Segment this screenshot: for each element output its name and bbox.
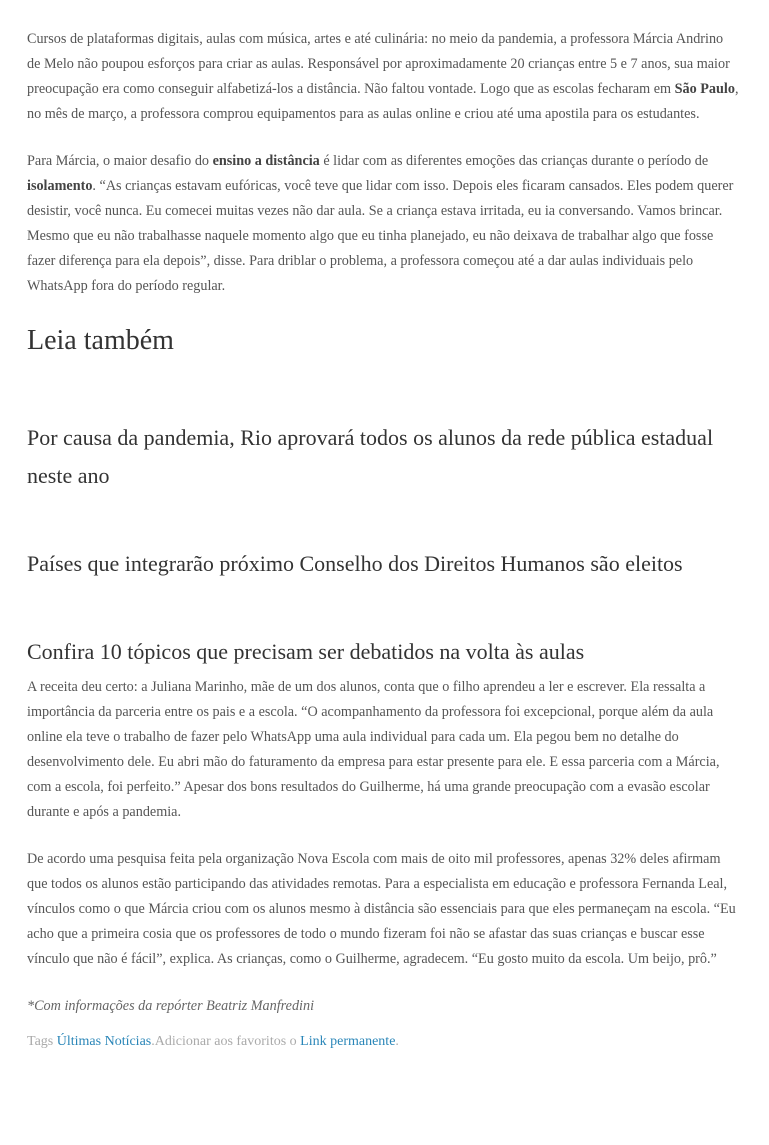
paragraph-challenge <box>27 149 739 299</box>
post-footer <box>27 1034 739 1050</box>
related-title: Leia também <box>27 325 174 356</box>
bold-ensino: ensino a distância <box>212 153 320 169</box>
text: , no mês de março, a professora comprou equipamentos para as aulas online e criou até uma apostila para os estudantes. <box>27 81 739 122</box>
related-link[interactable]: Países que integrarão próximo Conselho dos Direitos Humanos são eleitos <box>27 551 683 576</box>
text: . “As crianças estavam eufóricas, você teve que lidar com isso. Depois eles ficaram cansados. Eles podem querer desistir, você nunca. Eu comecei muitas vezes não dar aula. Se a criança estava irritada, eu ia conversando. Vamos brincar. Mesmo que eu não trabalhasse naquele momento algo que eu tinha planejado, eu não deixava de trabalhar algo que fosse fazer diferença para ela depois”, disse. Para driblar o problema, a professora começou até a dar aulas individuais pelo WhatsApp fora do período regular. <box>27 178 734 294</box>
reporter-credit: *Com informações da repórter Beatriz Manfredini <box>27 998 315 1014</box>
permalink-link[interactable]: Link permanente <box>300 1034 396 1049</box>
article-body <box>27 27 739 1050</box>
paragraph-intro <box>27 27 739 127</box>
bold-isolamento: isolamento <box>27 178 93 194</box>
bookmark-text: .Adicionar aos favoritos o <box>151 1034 301 1049</box>
related-link[interactable]: Confira 10 tópicos que precisam ser debatidos na volta às aulas <box>27 639 585 664</box>
text: Cursos de plataformas digitais, aulas com música, artes e até culinária: no meio da pandemia, a professora Márcia Andrino de Melo não poupou esforços para criar as aulas. Responsável por aproximadamente 20 crianças entre 5 e 7 anos, sua maior preocupação era como conseguir alfabetizá-los a distância. Não faltou vontade. Logo que as escolas fecharam em <box>27 31 730 97</box>
tag-link[interactable]: Últimas Notícias <box>56 1034 152 1049</box>
text: é lidar com as diferentes emoções das crianças durante o período de <box>319 153 709 169</box>
period: . <box>395 1034 399 1049</box>
paragraph-result: A receita deu certo: a Juliana Marinho, mãe de um dos alunos, conta que o filho aprendeu a ler e escrever. Ela ressalta a importância da parceria entre os pais e a escola. “O acompanhamento da professora foi excepcional, porque além da aula online ela teve o trabalho de fazer pelo WhatsApp uma aula individual para cada um. Ela pegou bem no detalhe do desenvolvimento dele. Eu abri mão do faturamento da empresa para estar presente para ele. E essa parceria com a Márcia, com a escola, foi perfeito.” Apesar dos bons resultados do Guilherme, há uma grande preocupação com a evasão escolar durante e após a pandemia. <box>27 679 720 820</box>
bold-sao-paulo: São Paulo <box>674 81 735 97</box>
related-link[interactable]: Por causa da pandemia, Rio aprovará todos os alunos da rede pública estadual neste ano <box>27 425 714 488</box>
tags-label: Tags <box>27 1034 54 1049</box>
paragraph-research: De acordo uma pesquisa feita pela organização Nova Escola com mais de oito mil professores, apenas 32% deles afirmam que todos os alunos estão participando das atividades remotas. Para a especialista em educação e professora Fernanda Leal, vínculos como o que Márcia criou com os alunos mesmo à distância são essenciais para que eles permaneçam na escola. “Eu acho que a primeira cosia que os professores de todo o mundo fizeram foi não se afastar das suas crianças e buscar esse vínculo que não é fácil”, explica. As crianças, como o Guilherme, agradecem. “Eu gosto muito da escola. Um beijo, prô.” <box>27 851 736 967</box>
text: Para Márcia, o maior desafio do <box>27 153 213 169</box>
